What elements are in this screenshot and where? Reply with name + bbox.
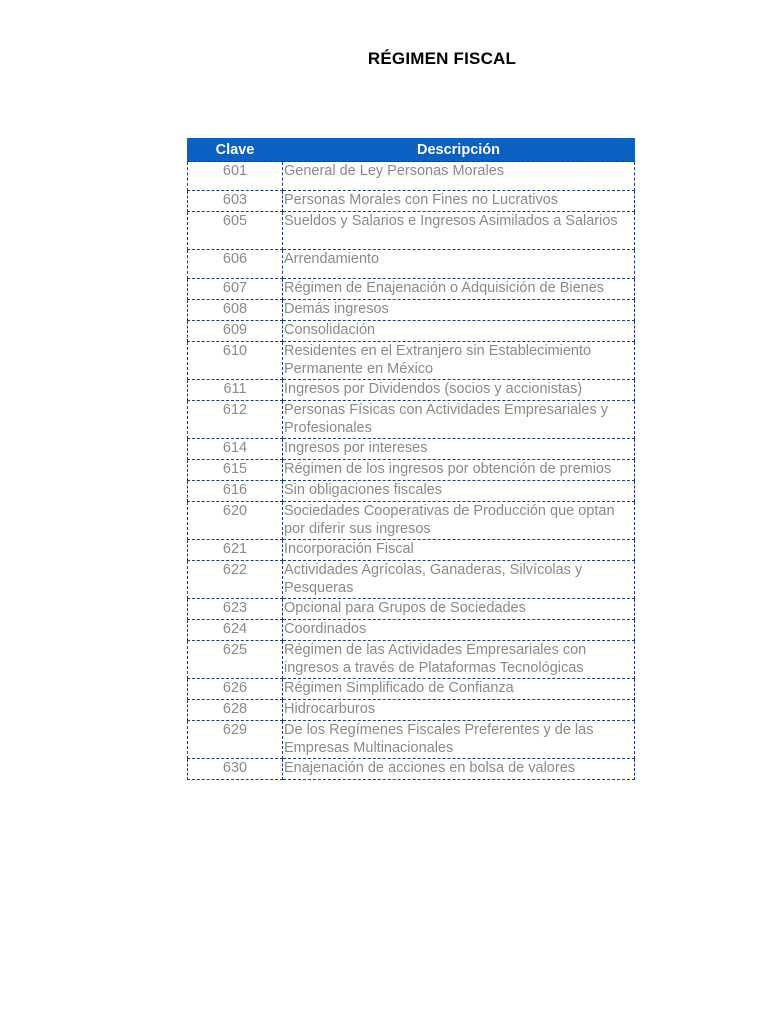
table-row <box>188 380 635 401</box>
descripcion-cell: Opcional para Grupos de Sociedades <box>283 599 635 620</box>
clave-cell: 611 <box>188 380 283 401</box>
clave-cell: 607 <box>188 279 283 300</box>
table-row <box>188 721 635 759</box>
clave-cell: 628 <box>188 700 283 721</box>
table-row <box>188 481 635 502</box>
descripcion-cell: Arrendamiento <box>283 250 635 279</box>
descripcion-cell: Sueldos y Salarios e Ingresos Asimilados a Salarios <box>283 212 635 250</box>
table-row <box>188 679 635 700</box>
clave-cell: 603 <box>188 191 283 212</box>
descripcion-cell: Demás ingresos <box>283 300 635 321</box>
table-row <box>188 561 635 599</box>
clave-cell: 629 <box>188 721 283 759</box>
table-row <box>188 439 635 460</box>
descripcion-cell: Sociedades Cooperativas de Producción que optan por diferir sus ingresos <box>283 502 635 540</box>
descripcion-cell: Enajenación de acciones en bolsa de valores <box>283 759 635 780</box>
clave-cell: 616 <box>188 481 283 502</box>
table-row <box>188 321 635 342</box>
table-row <box>188 162 635 191</box>
clave-cell: 608 <box>188 300 283 321</box>
table-row <box>188 620 635 641</box>
descripcion-cell: Incorporación Fiscal <box>283 540 635 561</box>
descripcion-cell: De los Regímenes Fiscales Preferentes y de las Empresas Multinacionales <box>283 721 635 759</box>
clave-cell: 620 <box>188 502 283 540</box>
descripcion-cell: Hidrocarburos <box>283 700 635 721</box>
table-row <box>188 502 635 540</box>
descripcion-cell: Régimen de las Actividades Empresariales con ingresos a través de Plataformas Tecnológicas <box>283 641 635 679</box>
descripcion-cell: Personas Morales con Fines no Lucrativos <box>283 191 635 212</box>
clave-cell: 601 <box>188 162 283 191</box>
descripcion-cell: Residentes en el Extranjero sin Establecimiento Permanente en México <box>283 342 635 380</box>
table-row <box>188 279 635 300</box>
clave-cell: 624 <box>188 620 283 641</box>
column-header-clave: Clave <box>188 139 283 162</box>
document-title: RÉGIMEN FISCAL <box>367 49 517 68</box>
descripcion-cell: Ingresos por intereses <box>283 439 635 460</box>
descripcion-cell: General de Ley Personas Morales <box>283 162 635 191</box>
table-row <box>188 191 635 212</box>
clave-cell: 610 <box>188 342 283 380</box>
descripcion-cell: Régimen Simplificado de Confianza <box>283 679 635 700</box>
table-row <box>188 401 635 439</box>
table-row <box>188 342 635 380</box>
descripcion-cell: Personas Físicas con Actividades Empresariales y Profesionales <box>283 401 635 439</box>
table-row <box>188 599 635 620</box>
table-row <box>188 460 635 481</box>
clave-cell: 615 <box>188 460 283 481</box>
clave-cell: 625 <box>188 641 283 679</box>
table-row <box>188 759 635 780</box>
clave-cell: 621 <box>188 540 283 561</box>
clave-cell: 630 <box>188 759 283 780</box>
table-row <box>188 250 635 279</box>
clave-cell: 622 <box>188 561 283 599</box>
descripcion-cell: Consolidación <box>283 321 635 342</box>
descripcion-cell: Ingresos por Dividendos (socios y accionistas) <box>283 380 635 401</box>
column-header-descripcion: Descripción <box>283 139 635 162</box>
table-row <box>188 641 635 679</box>
clave-cell: 623 <box>188 599 283 620</box>
regimen-fiscal-table <box>187 138 635 780</box>
clave-cell: 605 <box>188 212 283 250</box>
clave-cell: 606 <box>188 250 283 279</box>
descripcion-cell: Sin obligaciones fiscales <box>283 481 635 502</box>
clave-cell: 612 <box>188 401 283 439</box>
descripcion-cell: Régimen de Enajenación o Adquisición de Bienes <box>283 279 635 300</box>
clave-cell: 626 <box>188 679 283 700</box>
table-row <box>188 700 635 721</box>
table-header-row <box>188 139 635 162</box>
clave-cell: 609 <box>188 321 283 342</box>
descripcion-cell: Régimen de los ingresos por obtención de premios <box>283 460 635 481</box>
table-row <box>188 540 635 561</box>
table-row <box>188 212 635 250</box>
clave-cell: 614 <box>188 439 283 460</box>
descripcion-cell: Coordinados <box>283 620 635 641</box>
table-row <box>188 300 635 321</box>
descripcion-cell: Actividades Agrícolas, Ganaderas, Silvícolas y Pesqueras <box>283 561 635 599</box>
